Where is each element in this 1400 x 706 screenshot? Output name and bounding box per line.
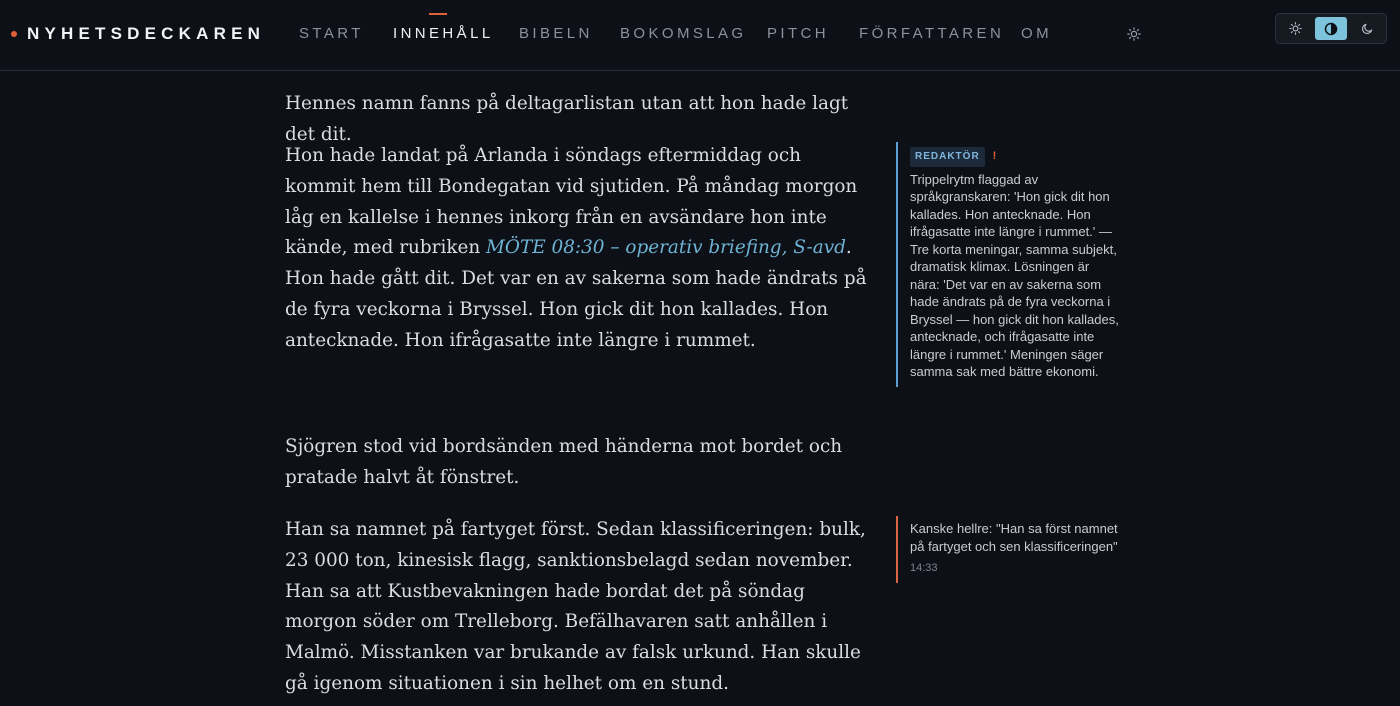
editor-comment[interactable] [896, 142, 1121, 387]
nav-item-bokomslag[interactable]: BOKOMSLAG [620, 25, 747, 42]
nav-active-indicator [429, 13, 447, 15]
comment-header [910, 147, 1121, 167]
comment-text: Kanske hellre: "Han sa först namnet på fartyget och sen klassificeringen" [910, 521, 1118, 554]
contrast-icon [1324, 22, 1338, 36]
moon-icon [1361, 22, 1374, 35]
brand[interactable] [11, 22, 265, 46]
comment-text: Trippelrytm flaggad av språkgranskaren: 'Hon gick dit hon kallades. Hon antecknade. Hon ifrågasatte inte längre i rummet.' — Tre korta meningar, samma subjekt, dramatisk klimax. Lösningen är nära: 'Det var en av sakerna som hade ändrats på de fyra veckorna i Bryssel — hon gick dit hon kallades, antecknade, och ifrågasatte inte längre i rummet.' Meningen säger samma sak med bättre ekonomi. [910, 171, 1119, 379]
paragraph-text: . Hon hade gått dit. Det var en av sakerna som hade ändrats på de fyra veckorna i Bryssel. Hon gick dit hon kallades. Hon antecknade. Hon ifrågasatte inte längre i rummet. [285, 237, 867, 351]
article-paragraph: Hennes namn fanns på deltagarlistan utan att hon hade lagt det dit. [285, 93, 849, 145]
brand-name: NYHETSDECKAREN [27, 24, 266, 43]
theme-light-button[interactable] [1279, 17, 1311, 40]
article-paragraph [285, 141, 875, 357]
nav-item-start[interactable]: START [299, 25, 364, 42]
article-paragraph: Han sa namnet på fartyget först. Sedan klassificeringen: bulk, 23 000 ton, kinesisk flagg, sanktionsbelagd sedan november. Han sa att Kustbevakningen hade bordat det på söndag morgon söder om Trelleborg. Befälhavaren satt anhållen i Malmö. Misstanken var brukande av falsk urkund. Han skulle gå igenom situationen i sin helhet om en stund. [285, 519, 866, 694]
light-mode-button[interactable] [1124, 24, 1144, 44]
nav-item-bibeln[interactable]: BIBELN [519, 25, 593, 42]
comment-timestamp: 14:33 [910, 562, 938, 574]
theme-contrast-button[interactable] [1315, 17, 1347, 40]
editor-badge: REDAKTÖR [910, 147, 985, 167]
article-paragraph: Sjögren stod vid bordsänden med händerna mot bordet och pratade halvt åt fönstret. [285, 436, 843, 488]
paragraph-text: Hon hade landat på Arlanda i söndags eftermiddag och kommit hem till Bondegatan vid sjutiden. På måndag morgon låg en kallelse i hennes inkorg från en avsändare hon inte kände, med rubriken [285, 145, 858, 259]
nav-item-forfattaren[interactable]: FÖRFATTAREN [859, 25, 1005, 42]
warning-flag-icon: ! [992, 150, 997, 162]
nav-item-pitch[interactable]: PITCH [767, 25, 829, 42]
sun-icon [1289, 22, 1302, 35]
suggestion-comment[interactable] [896, 516, 1121, 583]
sun-icon [1127, 27, 1141, 41]
theme-switcher [1275, 13, 1387, 44]
nav-item-om[interactable]: OM [1021, 25, 1052, 42]
meeting-subject-link[interactable]: MÖTE 08:30 – operativ briefing, S-avd [486, 237, 846, 259]
brand-dot-icon [11, 31, 17, 37]
top-navigation-bar [0, 0, 1400, 71]
theme-dark-button[interactable] [1351, 17, 1383, 40]
nav-item-innehall[interactable]: INNEHÅLL [393, 25, 494, 42]
